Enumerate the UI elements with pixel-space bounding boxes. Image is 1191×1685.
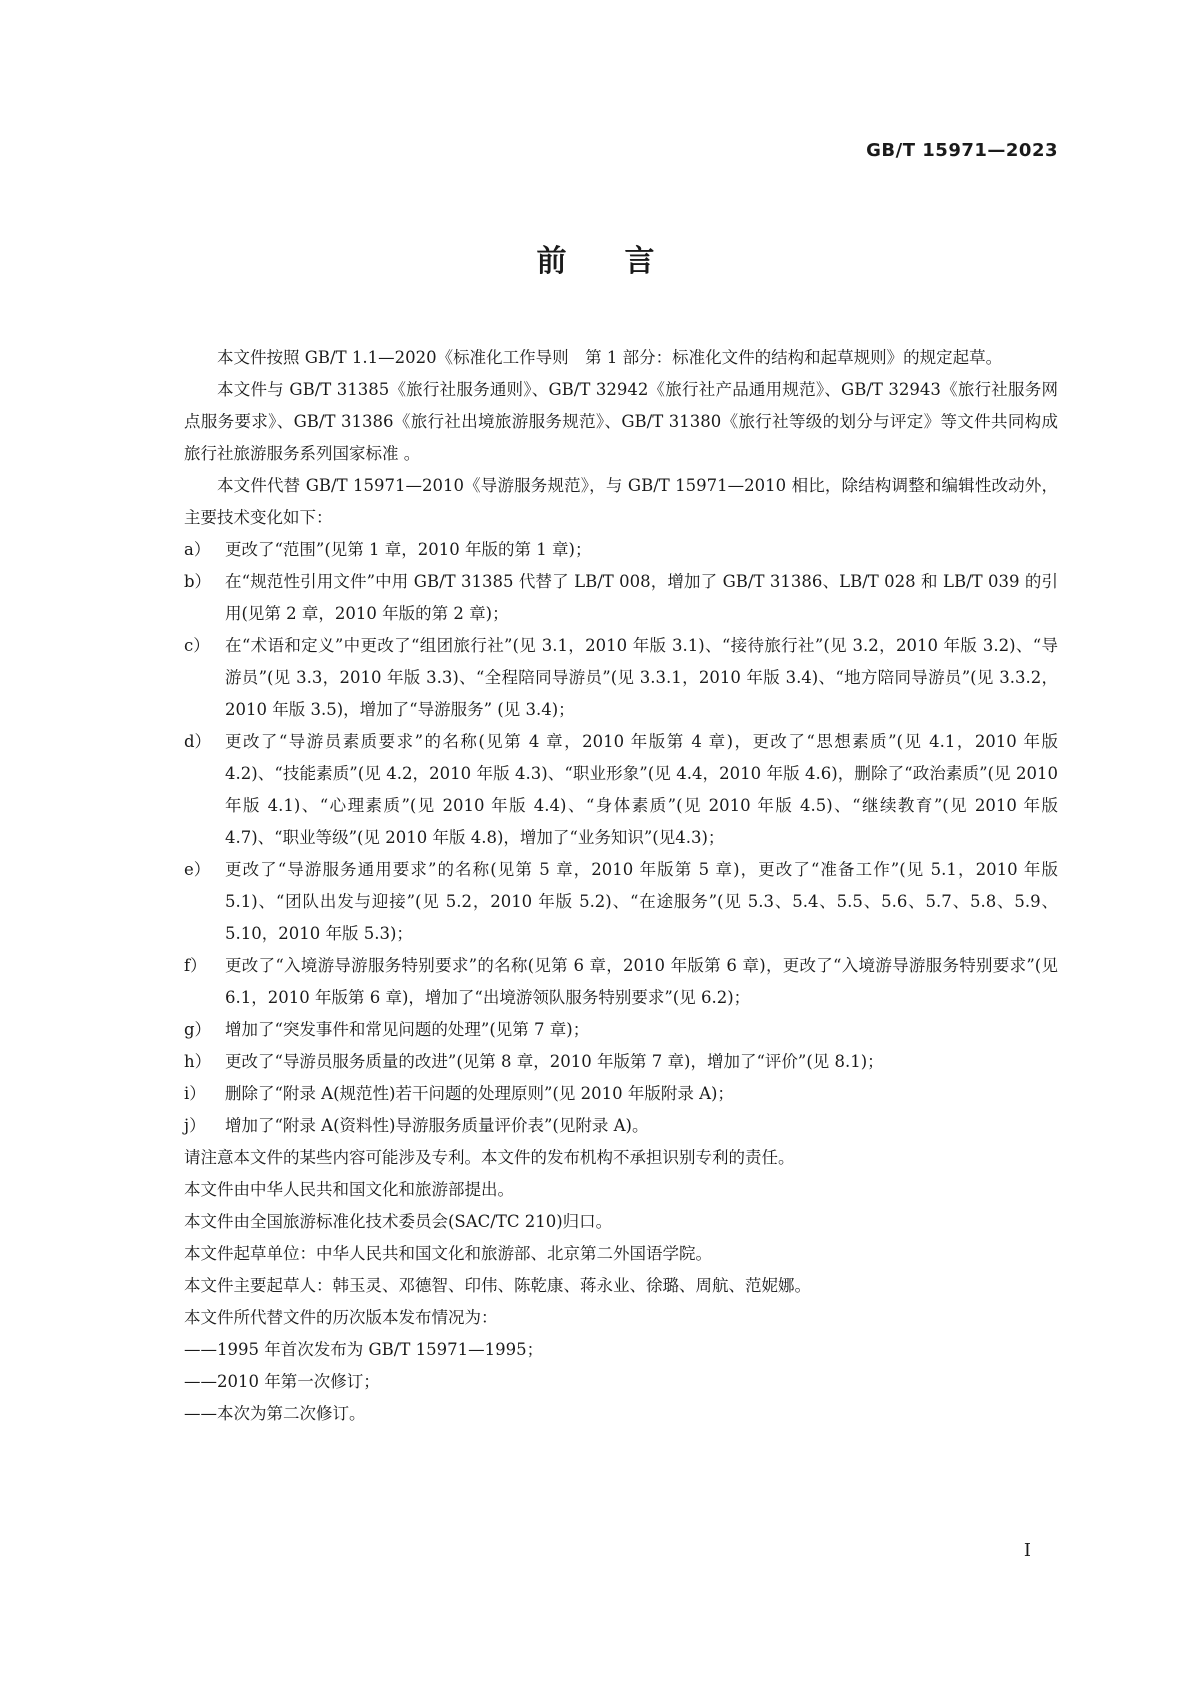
list-label: f） bbox=[184, 956, 207, 975]
proposer-statement: 本文件由中华人民共和国文化和旅游部提出。 bbox=[184, 1180, 514, 1199]
list-item bbox=[184, 1046, 1058, 1078]
committee-statement: 本文件由全国旅游标准化技术委员会(SAC/TC 210)归口。 bbox=[184, 1212, 613, 1231]
list-item bbox=[184, 950, 1058, 1014]
list-label: g） bbox=[184, 1020, 212, 1039]
list-label: a） bbox=[184, 540, 211, 559]
list-item bbox=[184, 566, 1058, 630]
history-intro: 本文件所代替文件的历次版本发布情况为： bbox=[184, 1308, 498, 1327]
list-item bbox=[184, 1078, 1058, 1110]
standard-code: GB/T 15971—2023 bbox=[866, 140, 1058, 161]
history-item: ——2010 年第一次修订； bbox=[184, 1372, 380, 1391]
list-text: 删除了“附录 A(规范性)若干问题的处理原则”(见 2010 年版附录 A)； bbox=[225, 1084, 734, 1103]
list-text: 更改了“导游员服务质量的改进”(见第 8 章，2010 年版第 7 章)，增加了“评价”(见 8.1)； bbox=[225, 1052, 884, 1071]
list-label: d） bbox=[184, 732, 212, 751]
page-title: 前言 bbox=[536, 244, 713, 279]
list-label: e） bbox=[184, 860, 211, 879]
page-number: I bbox=[1023, 1540, 1031, 1561]
list-text: 增加了“突发事件和常见问题的处理”(见第 7 章)； bbox=[225, 1020, 590, 1039]
list-label: i） bbox=[184, 1084, 206, 1103]
list-item bbox=[184, 1110, 1058, 1142]
drafting-units: 本文件起草单位：中华人民共和国文化和旅游部、北京第二外国语学院。 bbox=[184, 1244, 712, 1263]
list-item bbox=[184, 726, 1058, 854]
list-text: 更改了“入境游导游服务特别要求”的名称(见第 6 章，2010 年版第 6 章)，更改了“入境游导游服务特别要求”(见 6.1，2010 年版第 6 章)，增加了“出境游领队服务特别要求”(见 6.2)； bbox=[225, 956, 1058, 1007]
list-text: 更改了“导游员素质要求”的名称(见第 4 章，2010 年版第 4 章)，更改了“思想素质”(见 4.1，2010 年版 4.2)、“技能素质”(见 4.2，2010 年版 4.3)、“职业形象”(见 4.4，2010 年版 4.6)，删除了“政治素质”(见 2010 年版 4.1)、“心理素质”(见 2010 年版 4.4)、“身体素质”(见 2010 年版 4.5)、“继续教育”(见 2010 年版 4.7)、“职业等级”(见 2010 年版 4.8)，增加了“业务知识”(见4.3)； bbox=[225, 732, 1058, 847]
paragraph-related-standards: 本文件与 GB/T 31385《旅行社服务通则》、GB/T 32942《旅行社产品通用规范》、GB/T 32943《旅行社服务网点服务要求》、GB/T 31386《旅行社出境旅游服务规范》、GB/T 31380《旅行社等级的划分与评定》等文件共同构成旅行社旅游服务系列国家标准 。 bbox=[184, 380, 1058, 463]
list-label: c） bbox=[184, 636, 210, 655]
list-label: j） bbox=[184, 1116, 206, 1135]
list-label: h） bbox=[184, 1052, 212, 1071]
list-text: 在“规范性引用文件”中用 GB/T 31385 代替了 LB/T 008，增加了 GB/T 31386、LB/T 028 和 LB/T 039 的引用(见第 2 章，2010 年版的第 2 章)； bbox=[225, 572, 1058, 623]
list-text: 增加了“附录 A(资料性)导游服务质量评价表”(见附录 A)。 bbox=[225, 1116, 649, 1135]
history-item: ——1995 年首次发布为 GB/T 15971—1995； bbox=[184, 1340, 544, 1359]
list-text: 更改了“范围”(见第 1 章，2010 年版的第 1 章)； bbox=[225, 540, 592, 559]
list-text: 更改了“导游服务通用要求”的名称(见第 5 章，2010 年版第 5 章)，更改了“准备工作”(见 5.1，2010 年版 5.1)、“团队出发与迎接”(见 5.2，2010 年版 5.2)、“在途服务”(见 5.3、5.4、5.5、5.6、5.7、5.8、5.9、5.10，2010 年版 5.3)； bbox=[225, 860, 1058, 943]
list-item bbox=[184, 854, 1058, 950]
history-list bbox=[184, 1334, 1058, 1430]
patent-notice: 请注意本文件的某些内容可能涉及专利。本文件的发布机构不承担识别专利的责任。 bbox=[184, 1148, 795, 1167]
changes-list bbox=[184, 534, 1058, 1142]
history-item: ——本次为第二次修订。 bbox=[184, 1404, 366, 1423]
list-item bbox=[184, 534, 1058, 566]
list-label: b） bbox=[184, 572, 212, 591]
foreword-body bbox=[184, 342, 1058, 1430]
paragraph-drafting-rules: 本文件按照 GB/T 1.1—2020《标准化工作导则 第 1 部分：标准化文件的结构和起草规则》的规定起草。 bbox=[217, 348, 1003, 367]
list-item bbox=[184, 630, 1058, 726]
list-text: 在“术语和定义”中更改了“组团旅行社”(见 3.1，2010 年版 3.1)、“接待旅行社”(见 3.2，2010 年版 3.2)、“导游员”(见 3.3，2010 年版 3.3)、“全程陪同导游员”(见 3.3.1，2010 年版 3.4)、“地方陪同导游员”(见 3.3.2，2010 年版 3.5)，增加了“导游服务” (见 3.4)； bbox=[225, 636, 1058, 719]
paragraph-replacement: 本文件代替 GB/T 15971—2010《导游服务规范》，与 GB/T 15971—2010 相比，除结构调整和编辑性改动外，主要技术变化如下： bbox=[184, 476, 1058, 527]
list-item bbox=[184, 1014, 1058, 1046]
drafters: 本文件主要起草人：韩玉灵、邓德智、印伟、陈乾康、蒋永业、徐璐、周航、范妮娜。 bbox=[184, 1276, 811, 1295]
